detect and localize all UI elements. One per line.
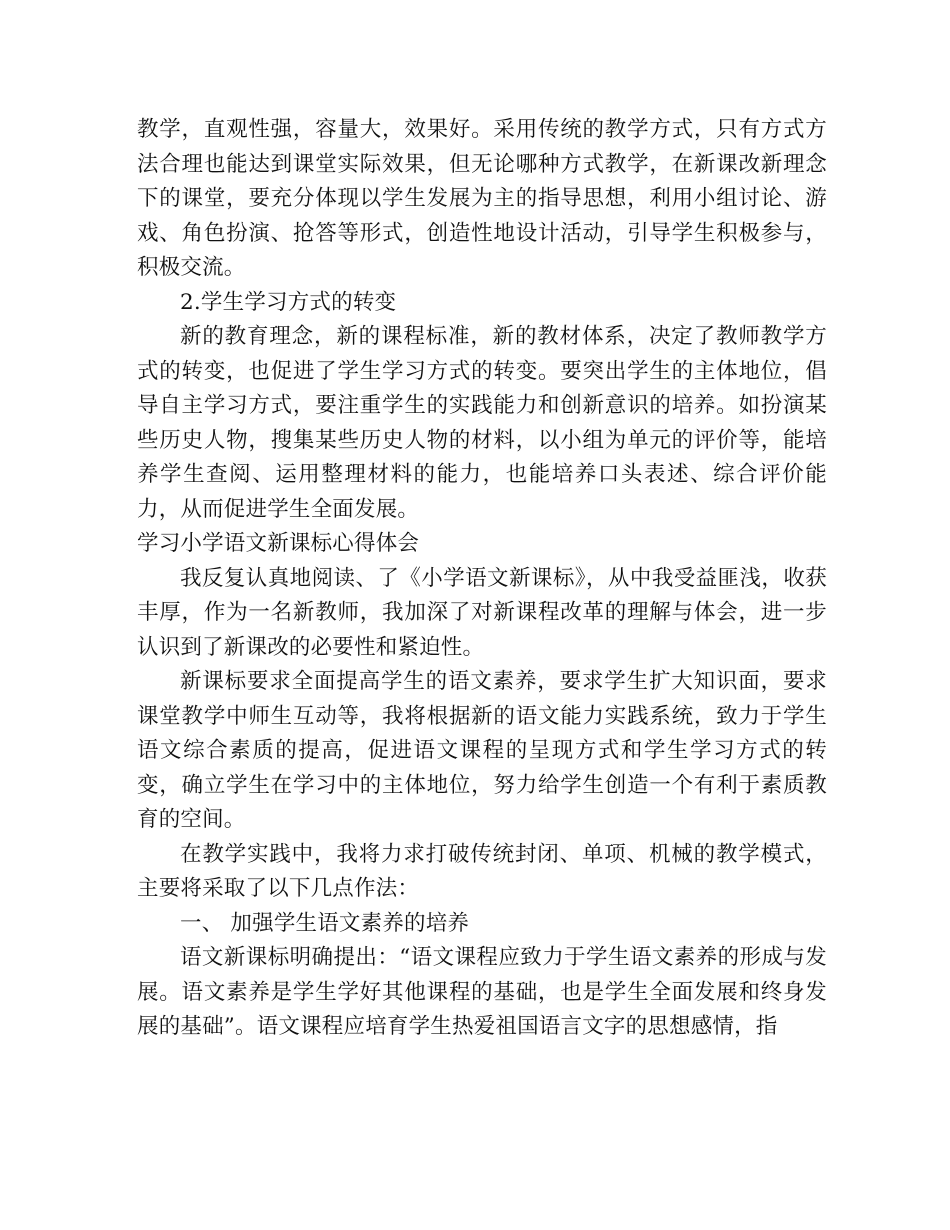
paragraph-learning-style: 新的教育理念，新的课程标准，新的教材体系，决定了教师教学方式的转变，也促进了学生学习方式的转变。要突出学生的主体地位，倡导自主学习方式，要注重学生的实践能力和创新意识的培养。如扮演某些历史人物，搜集某些历史人物的材料，以小组为单元的评价等，能培养学生查阅、运用整理材料的能力，也能培养口头表述、综合评价能力，从而促进学生全面发展。	[137, 324, 827, 522]
document-body	[137, 113, 827, 1045]
paragraph-practice: 在教学实践中，我将力求打破传统封闭、单项、机械的教学模式，主要将采取了以下几点作法：	[137, 841, 827, 901]
paragraph-requirements: 新课标要求全面提高学生的语文素养，要求学生扩大知识面，要求课堂教学中师生互动等，我将根据新的语文能力实践系统，致力于学生语文综合素质的提高，促进语文课程的呈现方式和学生学习方式的转变，确立学生在学习中的主体地位，努力给学生创造一个有利于素质教育的空间。	[137, 669, 827, 832]
section-heading-literacy: 一、 加强学生语文素养的培养	[180, 910, 470, 936]
paragraph-literacy: 语文新课标明确提出：“语文课程应致力于学生语文素养的形成与发展。语文素养是学生学好其他课程的基础，也是学生全面发展和终身发展的基础”。语文课程应培育学生热爱祖国语言文字的思想感情，指	[137, 945, 827, 1039]
paragraph-continuation: 教学，直观性强，容量大，效果好。采用传统的教学方式，只有方式方法合理也能达到课堂实际效果，但无论哪种方式教学，在新课改新理念下的课堂，要充分体现以学生发展为主的指导思想，利用小组讨论、游戏、角色扮演、抢答等形式，创造性地设计活动，引导学生积极参与，积极交流。	[137, 117, 827, 280]
article-title: 学习小学语文新课标心得体会	[137, 531, 420, 556]
paragraph-intro: 我反复认真地阅读、了《小学语文新课标》，从中我受益匪浅，收获丰厚，作为一名新教师，我加深了对新课程改革的理解与体会，进一步认识到了新课改的必要性和紧迫性。	[137, 565, 827, 660]
section-heading-learning-style: 2.学生学习方式的转变	[180, 289, 397, 315]
